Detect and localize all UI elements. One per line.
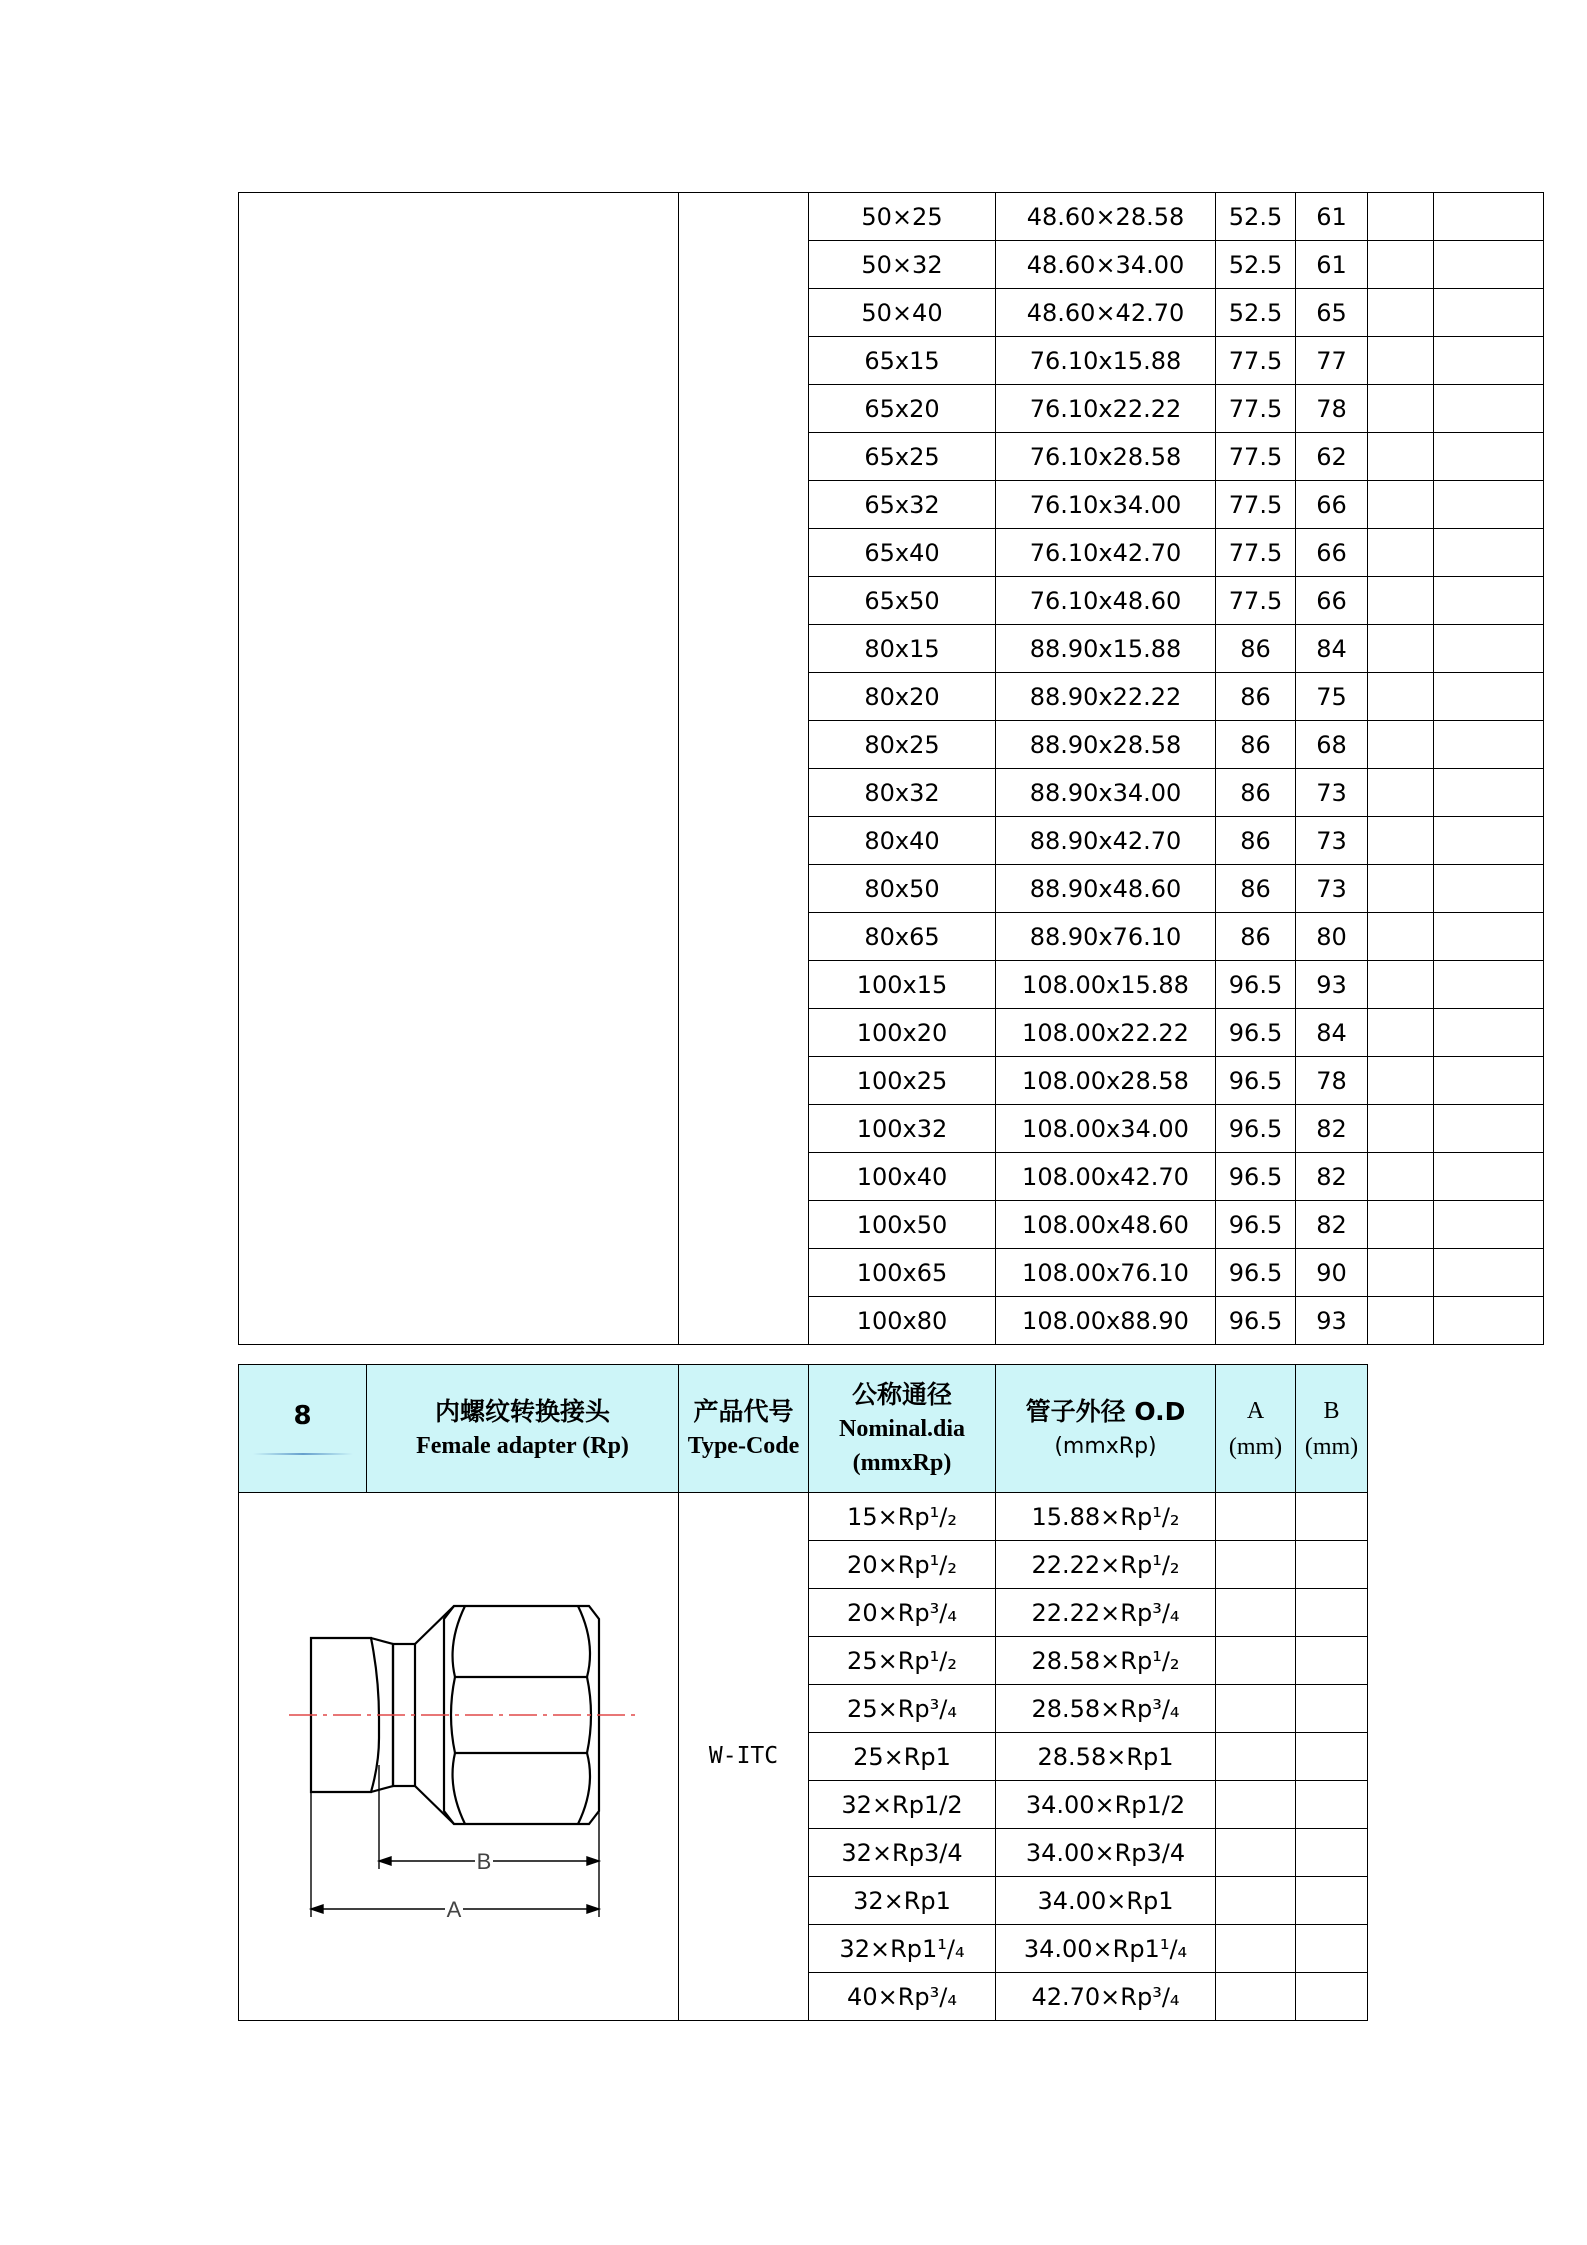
nominal-cell: 100x40 [809, 1153, 996, 1201]
b-cell [1296, 1733, 1368, 1781]
a-cell: 52.5 [1216, 193, 1296, 241]
table-row [239, 193, 1544, 241]
female-adapter-spec-table [238, 1364, 1368, 2021]
od-cell: 88.90x48.60 [996, 865, 1216, 913]
a-cell: 86 [1216, 673, 1296, 721]
type-code-cell-continued [679, 193, 809, 1345]
od-cell: 108.00x28.58 [996, 1057, 1216, 1105]
technical-drawing-cell [239, 1493, 679, 2021]
a-cell [1216, 1829, 1296, 1877]
extra-cell-1 [1368, 1249, 1434, 1297]
b-cell: 66 [1296, 577, 1368, 625]
nominal-cell: 50×32 [809, 241, 996, 289]
od-cell: 76.10x42.70 [996, 529, 1216, 577]
b-cell [1296, 1493, 1368, 1541]
extra-cell-2 [1434, 481, 1544, 529]
a-cell: 86 [1216, 865, 1296, 913]
nominal-cell: 25×Rp³/₄ [809, 1685, 996, 1733]
a-cell [1216, 1877, 1296, 1925]
od-cell: 28.58×Rp1 [996, 1733, 1216, 1781]
nominal-cell: 100x32 [809, 1105, 996, 1153]
a-header [1216, 1365, 1296, 1493]
nominal-cell: 80x40 [809, 817, 996, 865]
extra-cell-2 [1434, 1153, 1544, 1201]
od-header [996, 1365, 1216, 1493]
extra-cell-2 [1434, 1057, 1544, 1105]
extra-cell-2 [1434, 1009, 1544, 1057]
extra-cell-2 [1434, 913, 1544, 961]
od-cell: 88.90x76.10 [996, 913, 1216, 961]
extra-cell-2 [1434, 1249, 1544, 1297]
nominal-cell: 25×Rp1 [809, 1733, 996, 1781]
a-cell [1216, 1925, 1296, 1973]
extra-cell-2 [1434, 529, 1544, 577]
od-cell: 48.60×42.70 [996, 289, 1216, 337]
a-cell: 77.5 [1216, 529, 1296, 577]
nominal-cell: 32×Rp1 [809, 1877, 996, 1925]
extra-cell-1 [1368, 1057, 1434, 1105]
extra-cell-2 [1434, 577, 1544, 625]
b-cell [1296, 1781, 1368, 1829]
b-cell [1296, 1925, 1368, 1973]
a-cell: 86 [1216, 913, 1296, 961]
nominal-header-cn: 公称通径 [851, 1380, 952, 1409]
od-cell: 88.90x15.88 [996, 625, 1216, 673]
section-header-row [239, 1365, 1368, 1493]
type-code-cell: W-ITC [679, 1493, 809, 2021]
extra-cell-1 [1368, 337, 1434, 385]
extra-cell-1 [1368, 721, 1434, 769]
nominal-cell: 40×Rp³/₄ [809, 1973, 996, 2021]
nominal-cell: 80x50 [809, 865, 996, 913]
decorative-line [253, 1453, 353, 1455]
b-cell [1296, 1973, 1368, 2021]
od-cell: 22.22×Rp³/₄ [996, 1589, 1216, 1637]
od-cell: 28.58×Rp³/₄ [996, 1685, 1216, 1733]
extra-cell-1 [1368, 625, 1434, 673]
nominal-cell: 80x20 [809, 673, 996, 721]
a-cell: 96.5 [1216, 1249, 1296, 1297]
continued-spec-table [238, 192, 1544, 1345]
nominal-header-en: Nominal.dia [838, 1416, 966, 1442]
b-cell: 93 [1296, 1297, 1368, 1345]
b-cell: 78 [1296, 1057, 1368, 1105]
extra-cell-1 [1368, 529, 1434, 577]
od-cell: 42.70×Rp³/₄ [996, 1973, 1216, 2021]
od-cell: 76.10x48.60 [996, 577, 1216, 625]
b-cell: 80 [1296, 913, 1368, 961]
b-cell: 65 [1296, 289, 1368, 337]
extra-cell-1 [1368, 481, 1434, 529]
od-header-unit: (mmxRp) [1054, 1434, 1157, 1459]
section-number-cell [239, 1365, 367, 1493]
b-cell: 82 [1296, 1201, 1368, 1249]
female-adapter-drawing [239, 1497, 675, 2017]
extra-cell-2 [1434, 1297, 1544, 1345]
b-header-label: B [1323, 1397, 1340, 1424]
dimension-label-a: A [446, 1896, 462, 1922]
image-cell-continued [239, 193, 679, 1345]
b-cell: 61 [1296, 241, 1368, 289]
b-cell: 68 [1296, 721, 1368, 769]
b-cell: 93 [1296, 961, 1368, 1009]
b-cell: 78 [1296, 385, 1368, 433]
od-cell: 48.60×34.00 [996, 241, 1216, 289]
a-cell: 52.5 [1216, 241, 1296, 289]
a-cell: 77.5 [1216, 481, 1296, 529]
b-cell [1296, 1541, 1368, 1589]
nominal-cell: 80x65 [809, 913, 996, 961]
extra-cell-1 [1368, 1153, 1434, 1201]
a-header-unit: (mm) [1228, 1433, 1283, 1460]
extra-cell-1 [1368, 241, 1434, 289]
extra-cell-1 [1368, 769, 1434, 817]
od-cell: 108.00x42.70 [996, 1153, 1216, 1201]
b-cell [1296, 1829, 1368, 1877]
od-cell: 108.00x88.90 [996, 1297, 1216, 1345]
extra-cell-2 [1434, 673, 1544, 721]
b-cell: 73 [1296, 769, 1368, 817]
od-cell: 88.90x22.22 [996, 673, 1216, 721]
b-header-unit: (mm) [1304, 1433, 1359, 1460]
extra-cell-1 [1368, 577, 1434, 625]
a-cell [1216, 1685, 1296, 1733]
a-cell [1216, 1973, 1296, 2021]
b-cell: 84 [1296, 1009, 1368, 1057]
a-cell: 77.5 [1216, 337, 1296, 385]
b-cell: 66 [1296, 481, 1368, 529]
type-code-header [679, 1365, 809, 1493]
section-number: 8 [293, 1400, 312, 1431]
extra-cell-1 [1368, 1105, 1434, 1153]
product-name-cell [367, 1365, 679, 1493]
b-cell [1296, 1685, 1368, 1733]
a-cell: 52.5 [1216, 289, 1296, 337]
nominal-cell: 65x50 [809, 577, 996, 625]
od-cell: 108.00x48.60 [996, 1201, 1216, 1249]
od-cell: 108.00x76.10 [996, 1249, 1216, 1297]
a-cell: 96.5 [1216, 1201, 1296, 1249]
a-cell: 86 [1216, 721, 1296, 769]
nominal-cell: 65x20 [809, 385, 996, 433]
od-cell: 15.88×Rp¹/₂ [996, 1493, 1216, 1541]
nominal-cell: 100x65 [809, 1249, 996, 1297]
b-cell: 77 [1296, 337, 1368, 385]
extra-cell-1 [1368, 1297, 1434, 1345]
table-row [239, 1493, 1368, 1541]
od-cell: 34.00×Rp1/2 [996, 1781, 1216, 1829]
nominal-cell: 100x20 [809, 1009, 996, 1057]
extra-cell-2 [1434, 193, 1544, 241]
a-header-label: A [1246, 1397, 1265, 1424]
a-cell: 77.5 [1216, 433, 1296, 481]
nominal-cell: 100x50 [809, 1201, 996, 1249]
od-cell: 48.60×28.58 [996, 193, 1216, 241]
nominal-cell: 20×Rp¹/₂ [809, 1541, 996, 1589]
od-cell: 88.90x42.70 [996, 817, 1216, 865]
od-cell: 76.10x34.00 [996, 481, 1216, 529]
b-cell: 73 [1296, 817, 1368, 865]
extra-cell-2 [1434, 865, 1544, 913]
product-name-en: Female adapter (Rp) [416, 1433, 629, 1459]
extra-cell-2 [1434, 817, 1544, 865]
a-cell: 86 [1216, 817, 1296, 865]
od-cell: 34.00×Rp1 [996, 1877, 1216, 1925]
b-cell: 66 [1296, 529, 1368, 577]
od-cell: 88.90x34.00 [996, 769, 1216, 817]
extra-cell-1 [1368, 817, 1434, 865]
a-cell [1216, 1589, 1296, 1637]
extra-cell-2 [1434, 385, 1544, 433]
od-cell: 28.58×Rp¹/₂ [996, 1637, 1216, 1685]
a-cell: 96.5 [1216, 1297, 1296, 1345]
nominal-cell: 80x15 [809, 625, 996, 673]
extra-cell-1 [1368, 193, 1434, 241]
extra-cell-2 [1434, 1105, 1544, 1153]
nominal-header-unit: (mmxRp) [852, 1450, 952, 1476]
od-cell: 76.10x15.88 [996, 337, 1216, 385]
b-cell: 82 [1296, 1153, 1368, 1201]
a-cell: 96.5 [1216, 1105, 1296, 1153]
a-cell: 86 [1216, 769, 1296, 817]
nominal-cell: 65x25 [809, 433, 996, 481]
od-cell: 108.00x15.88 [996, 961, 1216, 1009]
nominal-cell: 100x25 [809, 1057, 996, 1105]
type-code-header-en: Type-Code [687, 1433, 800, 1459]
a-cell: 96.5 [1216, 1057, 1296, 1105]
od-cell: 34.00×Rp1¹/₄ [996, 1925, 1216, 1973]
nominal-cell: 50×25 [809, 193, 996, 241]
extra-cell-1 [1368, 433, 1434, 481]
nominal-cell: 15×Rp¹/₂ [809, 1493, 996, 1541]
extra-cell-1 [1368, 961, 1434, 1009]
b-cell [1296, 1637, 1368, 1685]
dimension-label-b: B [476, 1848, 492, 1874]
extra-cell-1 [1368, 385, 1434, 433]
nominal-cell: 80x32 [809, 769, 996, 817]
nominal-cell: 20×Rp³/₄ [809, 1589, 996, 1637]
extra-cell-2 [1434, 625, 1544, 673]
extra-cell-2 [1434, 241, 1544, 289]
nominal-cell: 25×Rp¹/₂ [809, 1637, 996, 1685]
od-cell: 76.10x22.22 [996, 385, 1216, 433]
b-cell: 62 [1296, 433, 1368, 481]
a-cell [1216, 1781, 1296, 1829]
b-cell: 84 [1296, 625, 1368, 673]
extra-cell-1 [1368, 913, 1434, 961]
a-cell [1216, 1493, 1296, 1541]
nominal-cell: 32×Rp3/4 [809, 1829, 996, 1877]
nominal-dia-header [809, 1365, 996, 1493]
extra-cell-1 [1368, 1201, 1434, 1249]
nominal-cell: 32×Rp1¹/₄ [809, 1925, 996, 1973]
od-cell: 88.90x28.58 [996, 721, 1216, 769]
b-header [1296, 1365, 1368, 1493]
a-cell: 96.5 [1216, 1009, 1296, 1057]
nominal-cell: 50×40 [809, 289, 996, 337]
b-cell: 75 [1296, 673, 1368, 721]
nominal-cell: 65x40 [809, 529, 996, 577]
type-code-header-cn: 产品代号 [693, 1397, 794, 1426]
nominal-cell: 65x15 [809, 337, 996, 385]
a-cell: 77.5 [1216, 577, 1296, 625]
b-cell [1296, 1877, 1368, 1925]
a-cell: 86 [1216, 625, 1296, 673]
b-cell [1296, 1589, 1368, 1637]
od-cell: 108.00x34.00 [996, 1105, 1216, 1153]
extra-cell-1 [1368, 865, 1434, 913]
od-cell: 22.22×Rp¹/₂ [996, 1541, 1216, 1589]
product-name-cn: 内螺纹转换接头 [434, 1397, 610, 1426]
a-cell [1216, 1733, 1296, 1781]
extra-cell-1 [1368, 1009, 1434, 1057]
a-cell: 96.5 [1216, 961, 1296, 1009]
nominal-cell: 100x15 [809, 961, 996, 1009]
a-cell: 77.5 [1216, 385, 1296, 433]
extra-cell-2 [1434, 433, 1544, 481]
extra-cell-2 [1434, 289, 1544, 337]
a-cell [1216, 1541, 1296, 1589]
extra-cell-2 [1434, 961, 1544, 1009]
b-cell: 90 [1296, 1249, 1368, 1297]
od-cell: 76.10x28.58 [996, 433, 1216, 481]
nominal-cell: 80x25 [809, 721, 996, 769]
b-cell: 73 [1296, 865, 1368, 913]
nominal-cell: 65x32 [809, 481, 996, 529]
od-cell: 108.00x22.22 [996, 1009, 1216, 1057]
nominal-cell: 32×Rp1/2 [809, 1781, 996, 1829]
extra-cell-2 [1434, 1201, 1544, 1249]
b-cell: 82 [1296, 1105, 1368, 1153]
extra-cell-2 [1434, 337, 1544, 385]
a-cell: 96.5 [1216, 1153, 1296, 1201]
extra-cell-2 [1434, 769, 1544, 817]
od-cell: 34.00×Rp3/4 [996, 1829, 1216, 1877]
nominal-cell: 100x80 [809, 1297, 996, 1345]
extra-cell-1 [1368, 289, 1434, 337]
extra-cell-2 [1434, 721, 1544, 769]
od-header-cn: 管子外径 O.D [1025, 1397, 1186, 1426]
extra-cell-1 [1368, 673, 1434, 721]
b-cell: 61 [1296, 193, 1368, 241]
a-cell [1216, 1637, 1296, 1685]
